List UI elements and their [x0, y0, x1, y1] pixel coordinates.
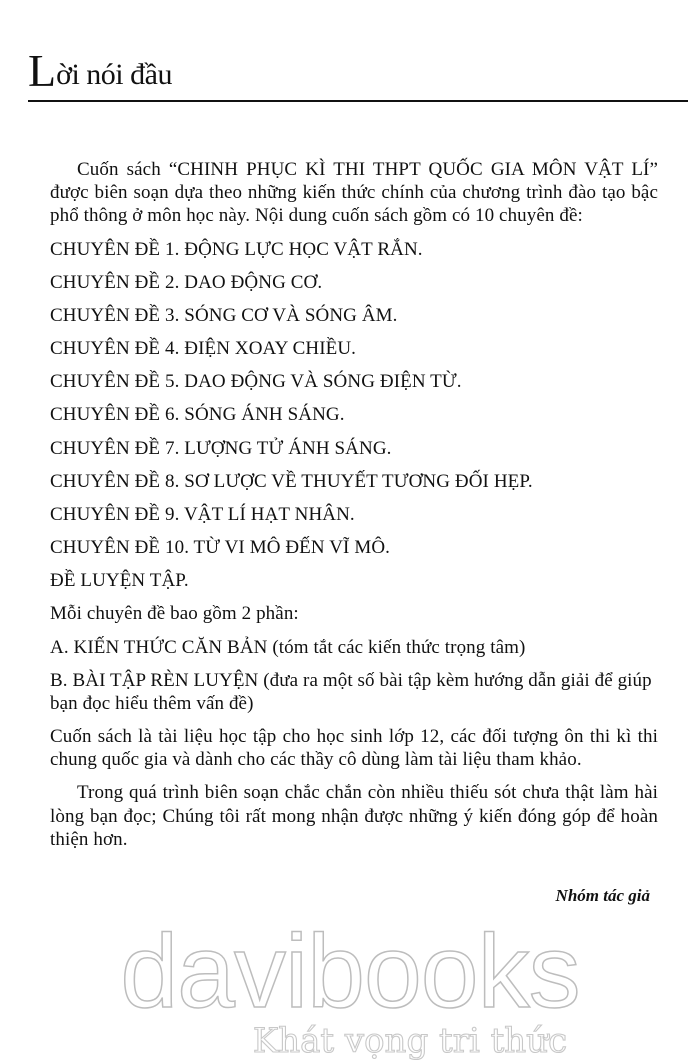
chapter-list: [50, 238, 658, 593]
part-b: [50, 669, 658, 715]
page-title-rest: ời nói đầu: [56, 58, 172, 91]
watermark-brand: davibooks: [120, 914, 580, 1030]
header-divider: [28, 100, 688, 102]
page-header: [28, 45, 688, 104]
chapter-item: CHUYÊN ĐỀ 9. VẬT LÍ HẠT NHÂN.: [50, 503, 355, 525]
chapter-item: CHUYÊN ĐỀ 1. ĐỘNG LỰC HỌC VẬT RẮN.: [50, 238, 423, 260]
chapter-item: CHUYÊN ĐỀ 6. SÓNG ÁNH SÁNG.: [50, 404, 345, 426]
page-title: [28, 45, 172, 96]
author-signature: Nhóm tác giả: [555, 886, 650, 905]
chapter-item: CHUYÊN ĐỀ 3. SÓNG CƠ VÀ SÓNG ÂM.: [50, 304, 398, 326]
part-b-label: B. BÀI TẬP RÈN LUYỆN: [50, 669, 259, 691]
audience-paragraph: Cuốn sách là tài liệu học tập cho học sinh lớp 12, các đối tượng ôn thi kì thi chung quốc gia và dành cho các thầy cô dùng làm tài liệu tham khảo.: [50, 726, 658, 771]
chapter-item: CHUYÊN ĐỀ 10. TỪ VI MÔ ĐẾN VĨ MÔ.: [50, 537, 390, 559]
chapter-item: CHUYÊN ĐỀ 2. DAO ĐỘNG CƠ.: [50, 271, 323, 293]
chapter-item: CHUYÊN ĐỀ 8. SƠ LƯỢC VỀ THUYẾT TƯƠNG ĐỐI HẸP.: [50, 470, 533, 492]
publisher-watermark: [0, 914, 700, 1062]
closing-paragraph: Trong quá trình biên soạn chắc chắn còn nhiều thiếu sót chưa thật làm hài lòng bạn đọc; Chúng tôi rất mong nhận được những ý kiến đóng góp để hoàn thiện hơn.: [50, 782, 658, 850]
chapter-item: CHUYÊN ĐỀ 7. LƯỢNG TỬ ÁNH SÁNG.: [50, 437, 392, 459]
part-a-label: A. KIẾN THỨC CĂN BẢN: [50, 636, 268, 658]
page-title-initial: L: [28, 45, 57, 96]
part-a-desc: (tóm tắt các kiến thức trọng tâm): [267, 636, 526, 658]
part-b-desc: (đưa ra một số bài tập kèm hướng dẫn giải để giúp bạn đọc hiểu thêm vấn đề): [50, 669, 652, 714]
preface-body: [50, 158, 658, 861]
watermark-slogan: Khát vọng tri thức: [252, 1021, 568, 1061]
chapter-item: CHUYÊN ĐỀ 5. DAO ĐỘNG VÀ SÓNG ĐIỆN TỪ.: [50, 371, 462, 393]
chapter-item: CHUYÊN ĐỀ 4. ĐIỆN XOAY CHIỀU.: [50, 338, 356, 360]
intro-paragraph: Cuốn sách “CHINH PHỤC KÌ THI THPT QUỐC GIA MÔN VẬT LÍ” được biên soạn dựa theo những kiến thức chính của chương trình đào tạo bậc phổ thông ở môn học này. Nội dung cuốn sách gồm có 10 chuyên đề:: [50, 159, 658, 227]
part-a: [50, 636, 658, 659]
parts-intro: Mỗi chuyên đề bao gồm 2 phần:: [50, 603, 299, 625]
practice-tests-item: ĐỀ LUYỆN TẬP.: [50, 570, 189, 592]
